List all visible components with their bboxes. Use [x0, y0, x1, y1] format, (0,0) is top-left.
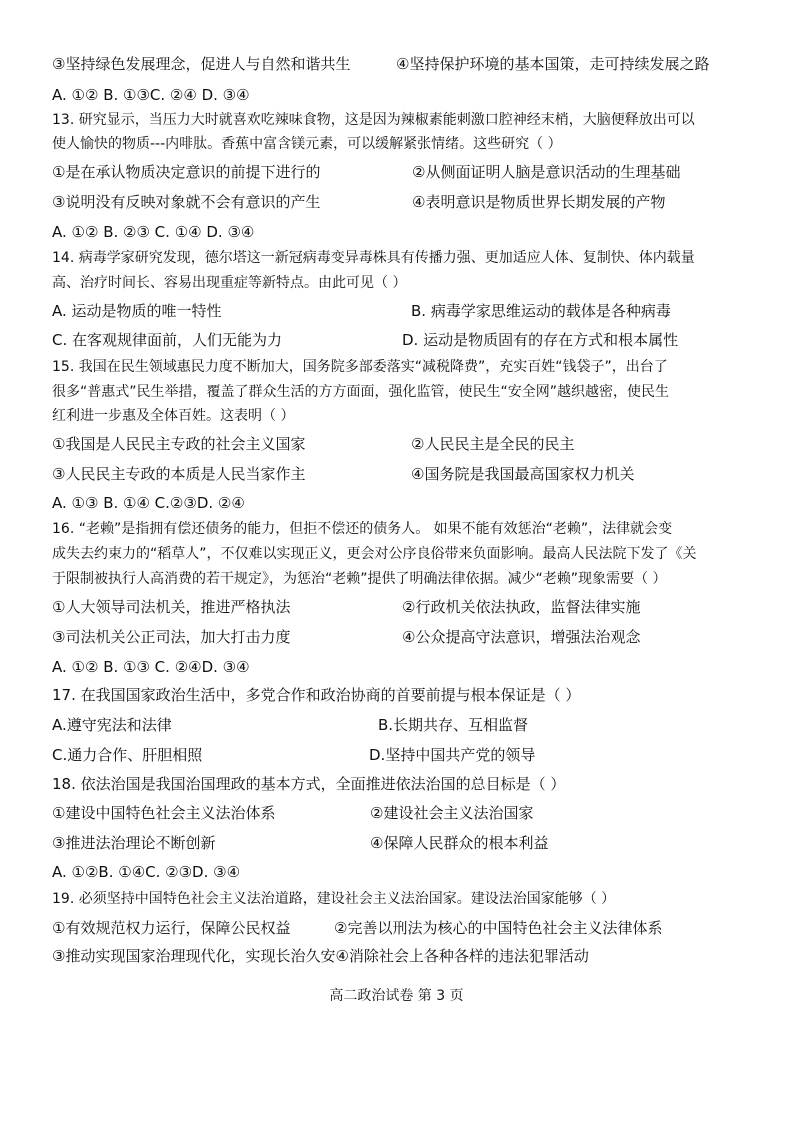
option-2: ②从侧面证明人脑是意识活动的生理基础 [412, 163, 681, 181]
q14-options-row-1 [52, 300, 671, 322]
q18-options-row-2 [52, 832, 549, 854]
page-footer: 高二政治试卷 第 3 页 [329, 988, 464, 1004]
q13-options-row-2 [52, 191, 666, 213]
option-1: ①我国是人民民主专政的社会主义国家 [52, 435, 306, 453]
option-2: ②人民民主是全民的民主 [411, 435, 575, 453]
option-d: D. 运动是物质固有的存在方式和根本属性 [402, 331, 679, 349]
q14-stem-2: 高、治疗时间长、容易出现重症等新特点。由此可见（ ） [52, 275, 407, 291]
option-3: ③人民民主专政的本质是人民当家作主 [52, 465, 306, 483]
q13-options-row-1 [52, 161, 681, 183]
option-2: ②行政机关依法执政，监督法律实施 [402, 598, 641, 616]
option-b: B. 病毒学家思维运动的载体是各种病毒 [411, 302, 671, 320]
option-c: C.通力合作、肝胆相照 [52, 746, 203, 764]
option-1: ①建设中国特色社会主义法治体系 [52, 804, 276, 822]
q16-answers: A. ①② B. ①③ C. ②④D. ③④ [52, 658, 250, 676]
q15-options-row-2 [52, 463, 635, 485]
q16-stem-2: 成失去约束力的“稻草人”，不仅难以实现正义，更会对公序良俗带来负面影响。最高人民法院下发了《关 [52, 546, 697, 562]
q13-answers: A. ①② B. ②③ C. ①④ D. ③④ [52, 223, 255, 241]
option-2: ②完善以刑法为核心的中国特色社会主义法律体系 [334, 919, 663, 937]
q16-options-row-1 [52, 596, 641, 618]
q17-options-row-1 [52, 714, 529, 736]
q13-stem-2: 使人愉快的物质---内啡肽。香蕉中富含镁元素，可以缓解紧张情绪。这些研究（ ） [52, 136, 562, 152]
q18-options-row-1 [52, 802, 534, 824]
q17-stem: 17. 在我国国家政治生活中，多党合作和政治协商的首要前提与根本保证是（ ） [52, 686, 581, 704]
option-a: A. 运动是物质的唯一特性 [52, 302, 222, 320]
q16-stem-1: 16. “老赖”是指拥有偿还债务的能力，但拒不偿还的债务人。 如果不能有效惩治“老赖”，法律就会变 [52, 521, 673, 537]
option-4: ④坚持保护环境的基本国策，走可持续发展之路 [396, 55, 710, 73]
option-1: ①是在承认物质决定意识的前提下进行的 [52, 163, 321, 181]
q17-options-row-2 [52, 744, 536, 766]
option-4: ④表明意识是物质世界长期发展的产物 [412, 193, 666, 211]
q16-stem-3: 于限制被执行人高消费的若干规定》，为惩治“老赖”提供了明确法律依据。减少“老赖”现象需要（ ） [52, 571, 667, 587]
option-c: C. 在客观规律面前，人们无能为力 [52, 331, 283, 349]
option-3: ③说明没有反映对象就不会有意识的产生 [52, 193, 321, 211]
option-3: ③坚持绿色发展理念，促进人与自然和谐共生 [52, 55, 351, 73]
option-4: ④国务院是我国最高国家权力机关 [411, 465, 635, 483]
q18-stem: 18. 依法治国是我国治国理政的基本方式，全面推进依法治国的总目标是（ ） [52, 775, 566, 793]
q18-answers: A. ①②B. ①④C. ②③D. ③④ [52, 863, 241, 881]
option-d: D.坚持中国共产党的领导 [369, 746, 536, 764]
q15-answers: A. ①③ B. ①④ C.②③D. ②④ [52, 494, 245, 512]
option-4: ④公众提高守法意识，增强法治观念 [402, 628, 641, 646]
q12-answers: A. ①② B. ①③C. ②④ D. ③④ [52, 86, 250, 104]
option-4: ④保障人民群众的根本利益 [370, 834, 549, 852]
q19-stem: 19. 必须坚持中国特色社会主义法治道路，建设社会主义法治国家。建设法治国家能够（ ） [52, 891, 616, 907]
option-1: ①人大领导司法机关，推进严格执法 [52, 598, 291, 616]
q19-options-row-1 [52, 917, 663, 939]
option-b: B.长期共存、互相监督 [378, 716, 529, 734]
q15-options-row-1 [52, 433, 575, 455]
q12-options-row-2 [52, 53, 710, 75]
option-1: ①有效规范权力运行，保障公民权益 [52, 919, 291, 937]
option-2: ②建设社会主义法治国家 [370, 804, 534, 822]
option-a: A.遵守宪法和法律 [52, 716, 172, 734]
q19-options-row-2: ③推动实现国家治理现代化，实现长治久安④消除社会上各种各样的违法犯罪活动 [52, 947, 589, 965]
q15-stem-1: 15. 我国在民生领域惠民力度不断加大，国务院多部委落实“减税降费”，充实百姓“钱袋子”，出台了 [52, 359, 668, 375]
q14-stem-1: 14. 病毒学家研究发现，德尔塔这一新冠病毒变异毒株具有传播力强、更加适应人体、复制快、体内载量 [52, 250, 695, 266]
q14-options-row-2 [52, 329, 679, 351]
q16-options-row-2 [52, 626, 641, 648]
q15-stem-3: 红利进一步惠及全体百姓。这表明（ ） [52, 408, 295, 424]
q13-stem-1: 13. 研究显示，当压力大时就喜欢吃辣味食物，这是因为辣椒素能刺激口腔神经末梢，大脑便释放出可以 [52, 112, 695, 128]
q15-stem-2: 很多“普惠式”民生举措，覆盖了群众生活的方方面面，强化监管，使民生“安全网”越织越密，使民生 [52, 384, 670, 400]
option-3: ③司法机关公正司法，加大打击力度 [52, 628, 291, 646]
option-3: ③推进法治理论不断创新 [52, 834, 216, 852]
